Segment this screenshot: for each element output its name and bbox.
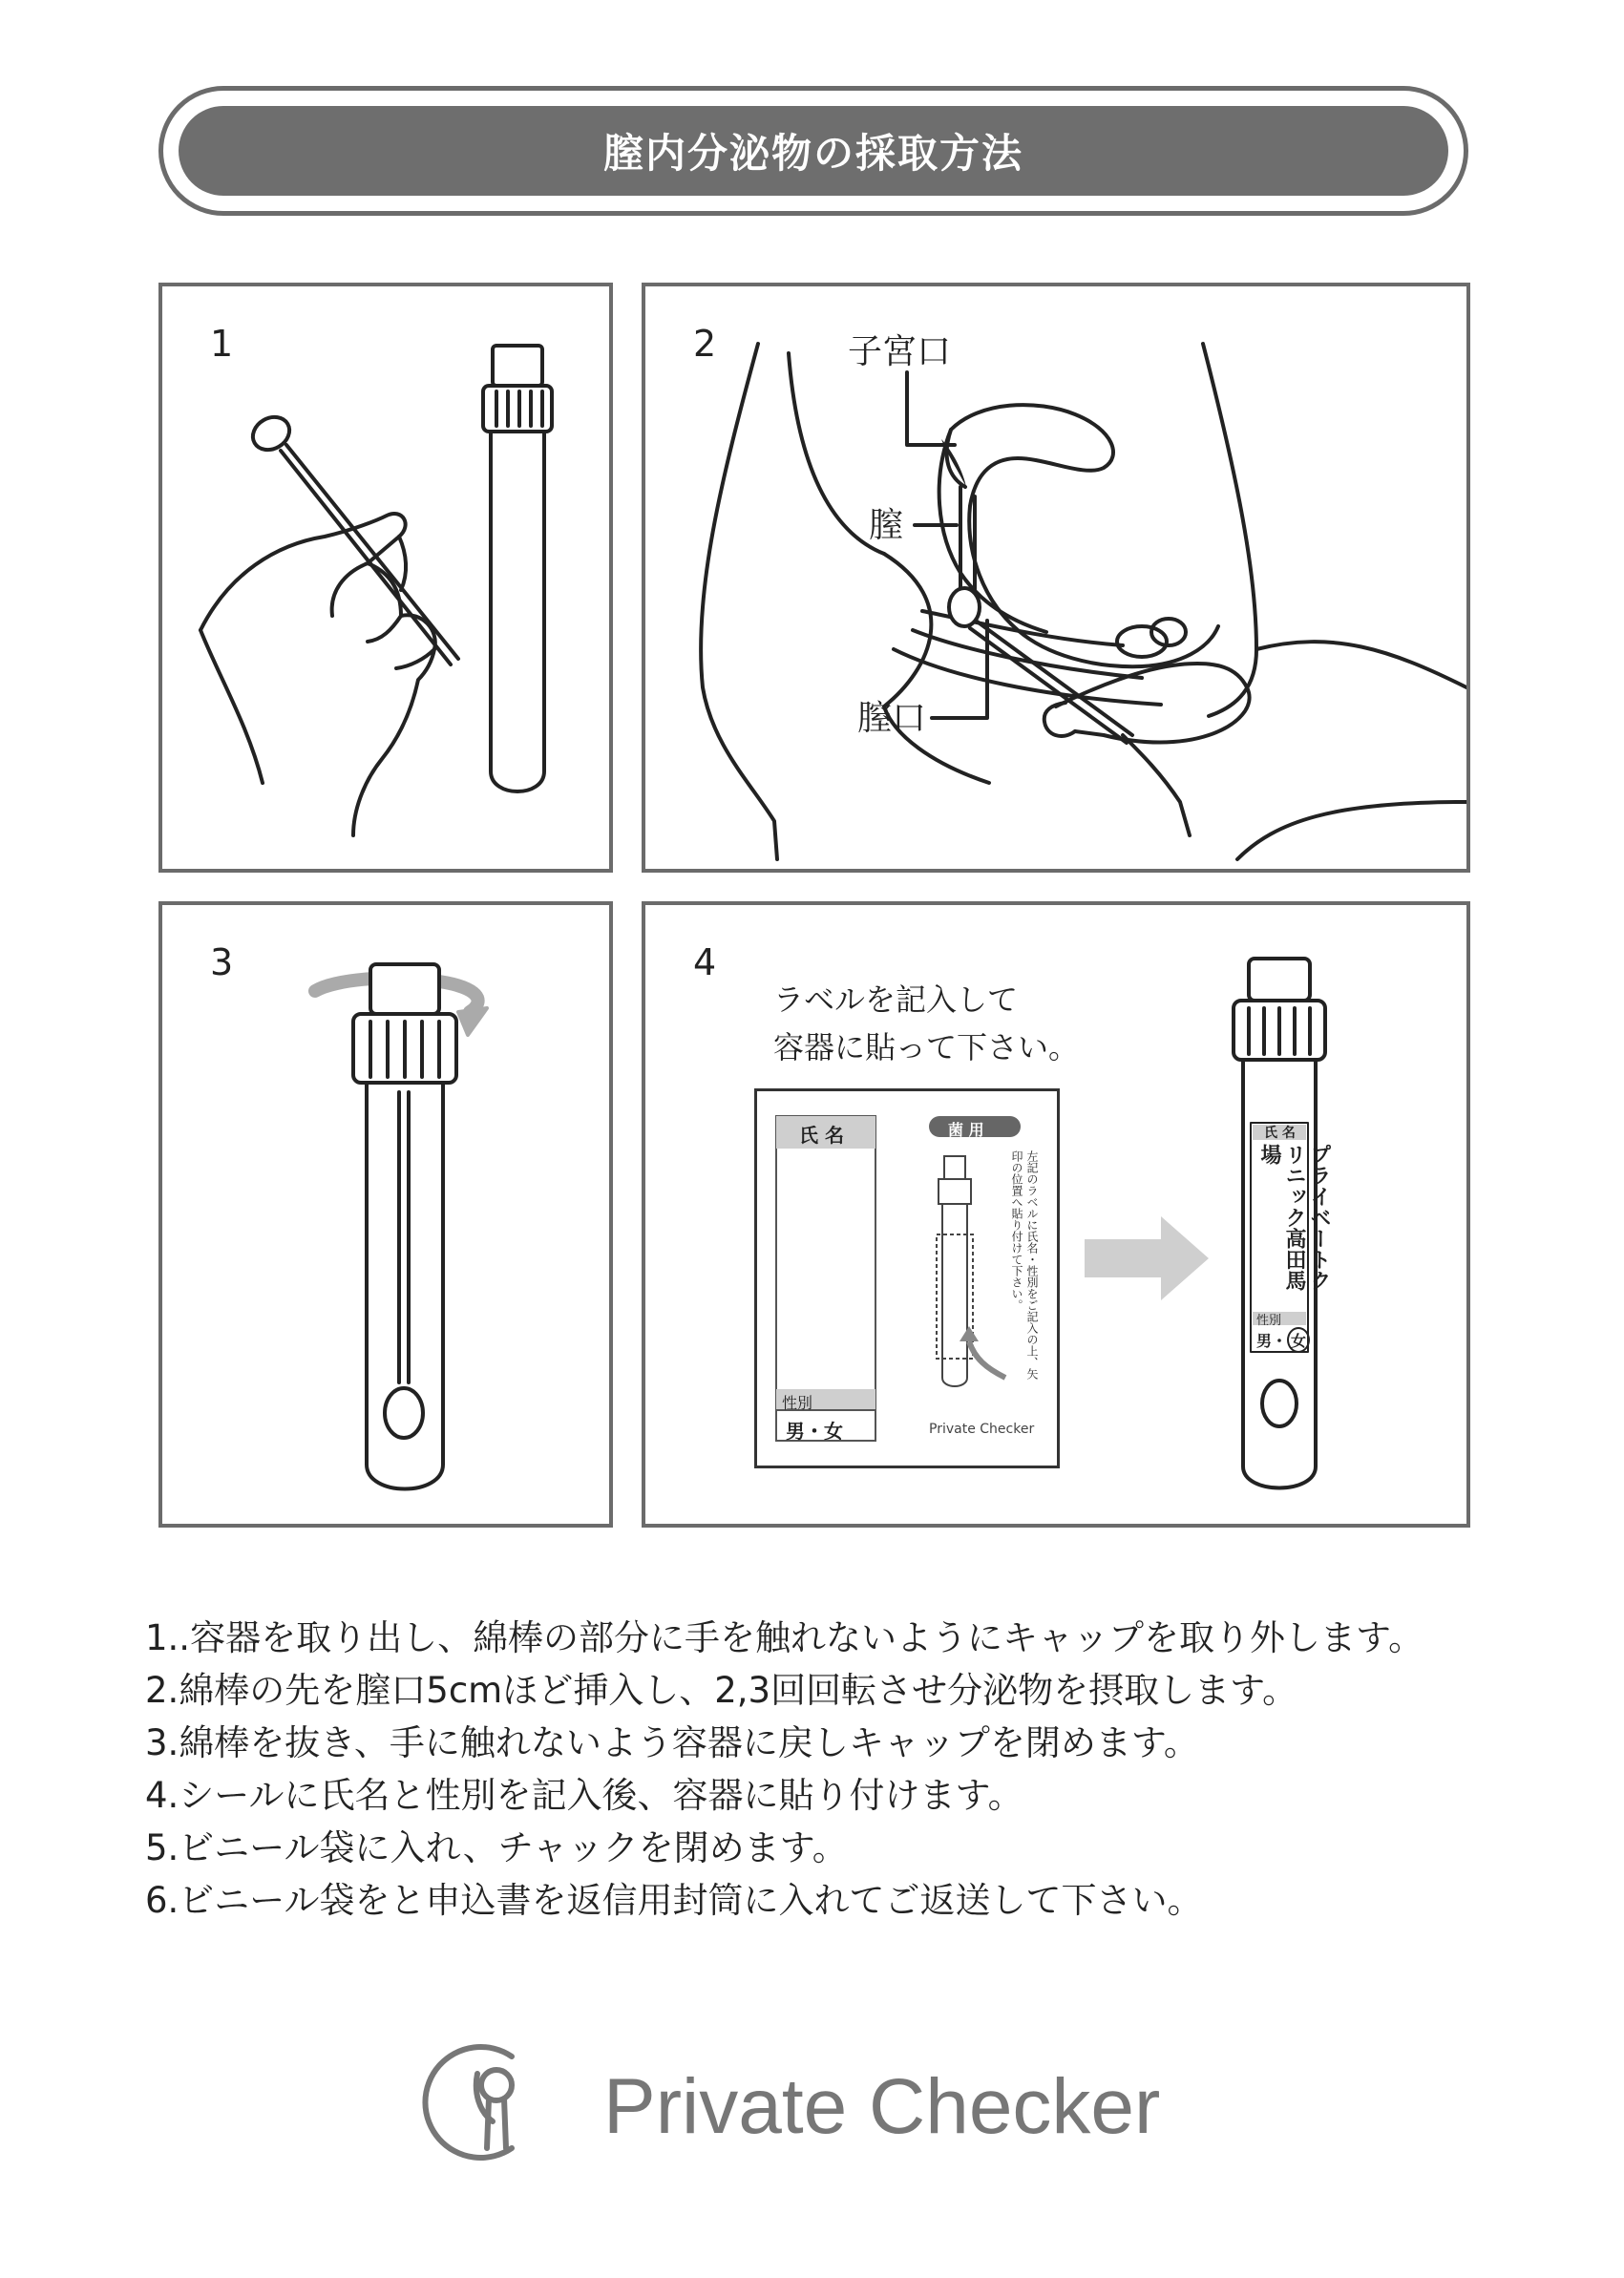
labeled-tube-illustration	[645, 905, 1470, 1528]
tube-label-name-header: 氏 名	[1264, 1126, 1296, 1141]
footer-brand: Private Checker	[603, 2063, 1161, 2150]
anatomy-cross-section-illustration	[645, 286, 1470, 873]
step-5: 5.ビニール袋に入れ、チャックを閉めます。	[145, 1827, 848, 1868]
swab-and-tube-illustration	[162, 286, 613, 873]
label-card-sex-header: 性別	[782, 1394, 813, 1412]
keyhole-logo-icon	[420, 2035, 554, 2169]
label-card-brand: Private Checker	[929, 1422, 1035, 1437]
panel-3-number: 3	[210, 941, 234, 983]
tube-label-sex-header: 性別	[1256, 1314, 1282, 1328]
tube-cap-top	[370, 964, 439, 1014]
swab-stick	[286, 445, 458, 659]
vagina-label: 膣	[869, 506, 904, 545]
step-2: 2.綿棒の先を膣口5cmほど挿入し、2,3回回転させ分泌物を摂取します。	[145, 1670, 1298, 1711]
panel-3	[158, 901, 613, 1528]
panel-1-number: 1	[210, 323, 234, 365]
label-card-badge: 菌 用	[948, 1121, 984, 1139]
panel-4-number: 4	[693, 941, 717, 983]
swab-tip	[385, 1388, 423, 1438]
tube-label-name-text: プライベートクリニック高田馬場	[1257, 1144, 1331, 1291]
step-4: 4.シールに氏名と性別を記入後、容器に貼り付けます。	[145, 1775, 1023, 1816]
vaginal-opening-label: 膣口	[857, 699, 927, 738]
title-banner	[158, 86, 1468, 216]
tube-body	[491, 432, 544, 791]
hand-outline	[200, 514, 435, 835]
label-card-note: 左記のラベルに氏名・性別をご記入の上、矢印の位置へ貼り付けて下さい。	[1010, 1150, 1039, 1380]
panel-2	[642, 283, 1470, 873]
label-instruction-line-1: ラベルを記入して	[773, 981, 1019, 1018]
tube-cap-top	[493, 346, 542, 386]
label-card-sex-options: 男・女	[786, 1420, 843, 1443]
cervix-label: 子宮口	[848, 332, 952, 371]
step-1: 1..容器を取り出し、綿棒の部分に手を触れないようにキャップを取り外します。	[145, 1617, 1424, 1658]
panel-2-number: 2	[693, 323, 717, 365]
step-6: 6.ビニール袋をと申込書を返信用封筒に入れてご返送して下さい。	[145, 1880, 1203, 1921]
instruction-steps	[145, 1612, 1501, 1927]
tube-label-sex-female: 女	[1287, 1327, 1310, 1353]
label-card-name-header: 氏 名	[799, 1124, 844, 1147]
tube-label-sex-male: 男・	[1256, 1332, 1288, 1350]
step-3: 3.綿棒を抜き、手に触れないよう容器に戻しキャップを閉めます。	[145, 1722, 1199, 1763]
panel-1	[158, 283, 613, 873]
closing-cap-illustration	[162, 905, 613, 1528]
title-banner-inner	[179, 106, 1448, 196]
label-instruction-line-2: 容器に貼って下さい。	[773, 1029, 1080, 1065]
page-title: 膣内分泌物の採取方法	[602, 130, 1023, 177]
panel-4	[642, 901, 1470, 1528]
